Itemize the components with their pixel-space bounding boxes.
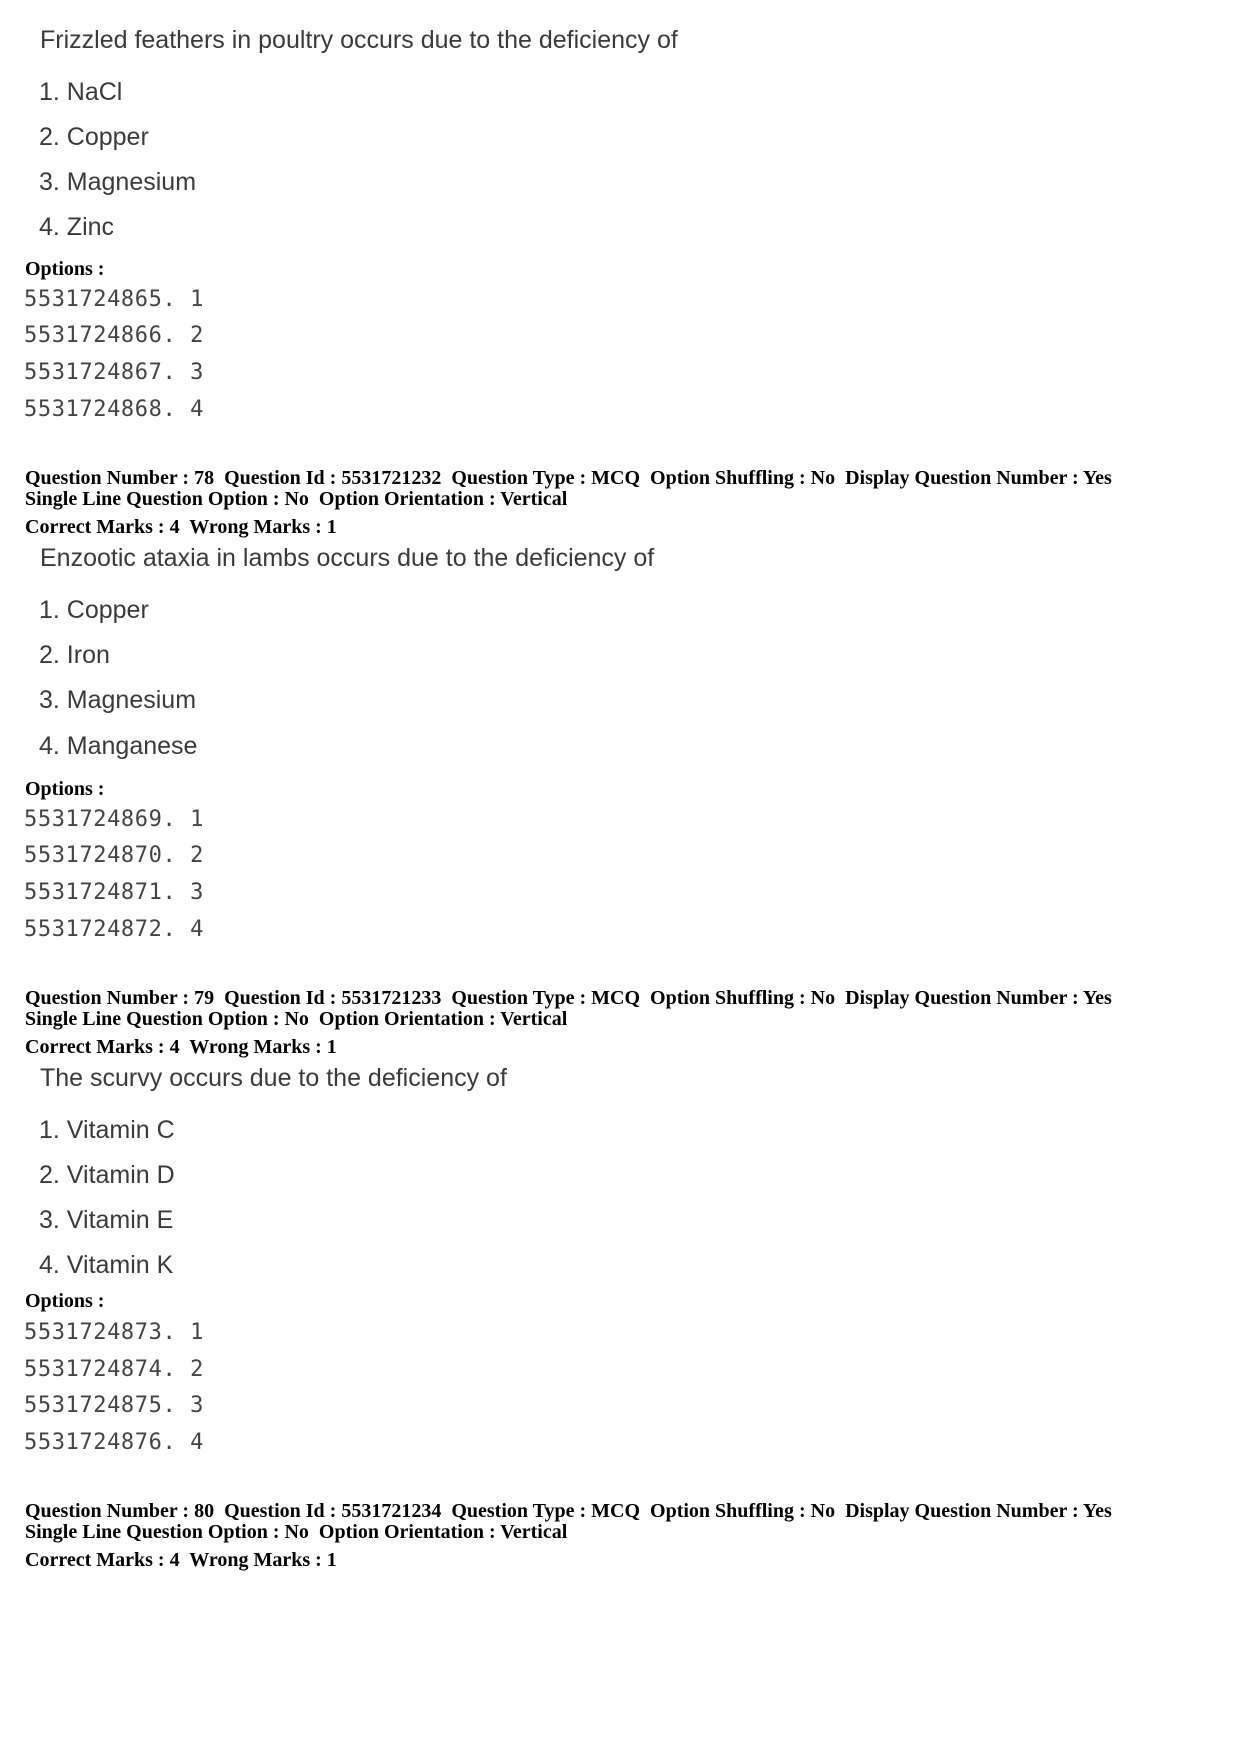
question-77-options-heading: Options : <box>25 258 105 280</box>
question-79-options-heading: Options : <box>25 1290 105 1312</box>
question-78-meta-line-2: Single Line Question Option : No Option Orientation : Vertical <box>25 488 568 510</box>
question-78-meta-line-1: Question Number : 78 Question Id : 5531721232 Question Type : MCQ Option Shuffling : No Display Question Number : Yes <box>25 467 1112 489</box>
question-79-choice-3: 3. Vitamin E <box>39 1206 174 1234</box>
question-77-choice-1: 1. NaCl <box>39 78 123 106</box>
question-77-choice-2: 2. Copper <box>39 123 149 151</box>
question-78-option-3: 5531724871. 3 <box>24 880 204 905</box>
question-78-choice-2: 2. Iron <box>39 641 110 669</box>
question-79-meta-line-1: Question Number : 79 Question Id : 5531721233 Question Type : MCQ Option Shuffling : No Display Question Number : Yes <box>25 987 1112 1009</box>
question-79-marks: Correct Marks : 4 Wrong Marks : 1 <box>25 1036 337 1058</box>
question-77-option-1: 5531724865. 1 <box>24 287 204 312</box>
question-78-stem: Enzootic ataxia in lambs occurs due to the deficiency of <box>40 544 655 572</box>
question-78-option-4: 5531724872. 4 <box>24 917 204 942</box>
question-77-choice-3: 3. Magnesium <box>39 168 197 196</box>
question-79-meta-line-2: Single Line Question Option : No Option Orientation : Vertical <box>25 1008 568 1030</box>
question-78-choice-4: 4. Manganese <box>39 732 198 760</box>
question-77-option-4: 5531724868. 4 <box>24 397 204 422</box>
question-77-option-3: 5531724867. 3 <box>24 360 204 385</box>
question-79-option-1: 5531724873. 1 <box>24 1320 204 1345</box>
question-78-option-1: 5531724869. 1 <box>24 807 204 832</box>
question-77-choice-4: 4. Zinc <box>39 213 115 241</box>
question-78-choice-1: 1. Copper <box>39 596 149 624</box>
question-77-stem: Frizzled feathers in poultry occurs due to the deficiency of <box>40 26 678 54</box>
question-79-choice-4: 4. Vitamin K <box>39 1251 174 1279</box>
question-78-marks: Correct Marks : 4 Wrong Marks : 1 <box>25 516 337 538</box>
question-79-choice-2: 2. Vitamin D <box>39 1161 175 1189</box>
question-78-choice-3: 3. Magnesium <box>39 686 197 714</box>
question-78-options-heading: Options : <box>25 778 105 800</box>
question-79-option-2: 5531724874. 2 <box>24 1357 204 1382</box>
question-78-option-2: 5531724870. 2 <box>24 843 204 868</box>
question-79-option-4: 5531724876. 4 <box>24 1430 204 1455</box>
question-79-stem: The scurvy occurs due to the deficiency of <box>40 1064 507 1092</box>
question-80-marks: Correct Marks : 4 Wrong Marks : 1 <box>25 1549 337 1571</box>
question-77-option-2: 5531724866. 2 <box>24 323 204 348</box>
question-79-choice-1: 1. Vitamin C <box>39 1116 175 1144</box>
question-80-meta-line-1: Question Number : 80 Question Id : 5531721234 Question Type : MCQ Option Shuffling : No Display Question Number : Yes <box>25 1500 1112 1522</box>
question-79-option-3: 5531724875. 3 <box>24 1393 204 1418</box>
question-80-meta-line-2: Single Line Question Option : No Option Orientation : Vertical <box>25 1521 568 1543</box>
